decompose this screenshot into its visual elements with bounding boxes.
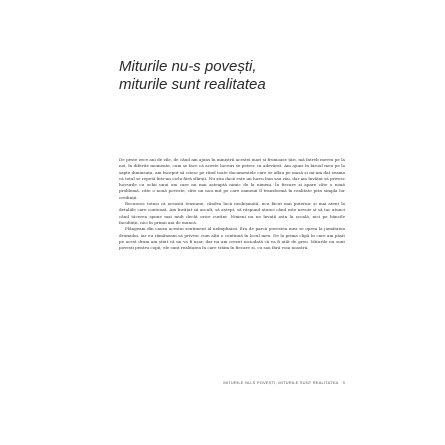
body-text (119, 157, 345, 251)
chapter-title (119, 58, 379, 94)
chapter-title-line-2: miturile sunt realitatea (119, 76, 266, 93)
chapter-title-line-1: Miturile nu-s povești, (119, 58, 257, 75)
page-footer (119, 380, 345, 385)
running-title: MITURILE NU-S POVEȘTI, MITURILE SUNT REALITATEA (223, 380, 339, 385)
body-paragraph-3: Plângeam din cauza acestui sentiment al neîmplinirii. Era de parcă povestea mea se oprea la jumătatea drumului, iar eu rămâneam să privesc cum alții o continuă în locul meu. De la prima clipă în care am pășit pe acest drum am știut că nu va fi ușor, dar nu am crezut niciodată că va fi atât de greu. Miturile nu sunt povești pentru copii; ele sunt realitatea în care trăim în fiecare zi, cu sau fără voia noastră. (119, 226, 345, 251)
body-paragraph-1: De peste zece ani de zile, de când am ajuns în miniștrii acestei mari și frumoase țări, mă întreb mereu pe la noi, în diferite momente, cum se face că aceste lucruri se petrec cu adevărat. Am ajuns în biroul meu pe la șapte dimineața, am început să citesc pe rând toate documentele care se aflau pe masă și mi-am dat seama că totul se repetă într-un ciclu fără sfârșit. Nu știu dacă este un lucru bun sau rău, dar am învățat să privesc lucrurile cu ochii unui om care nu mai așteaptă nimic de la nimeni. În fiecare zi apare câte o nouă problemă, câte o nouă poveste, câte un nou mit pe care oamenii îl transformă în realitate prin simpla lor credință. (119, 157, 345, 200)
body-paragraph-2: Recunosc totuși că această tensiune, cândva încă neobișnuită, m-a făcut mai puternic și mai atent la detaliile care contează. Am învățat să ascult, să aștept, să răspund atunci când este nevoie și să tac atunci când tăcerea spune mai mult decât orice cuvânt. Nimeni nu ne învață asta la școală, nici pe băncile facultății, nici în primii ani de muncă. (119, 201, 345, 225)
page-number: 9 (342, 380, 345, 385)
